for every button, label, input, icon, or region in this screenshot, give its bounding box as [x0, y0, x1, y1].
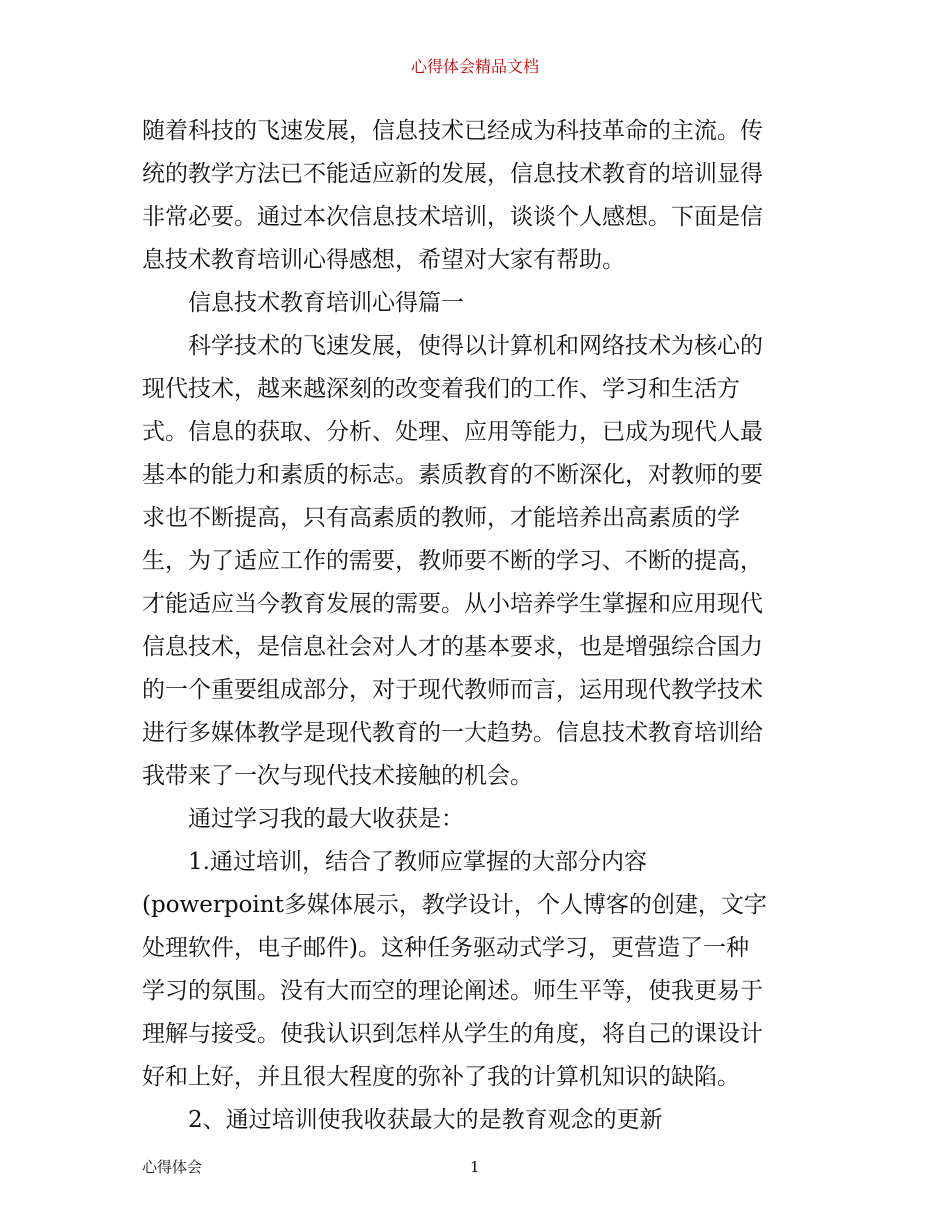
- body-line: 学习的氛围。没有大而空的理论阐述。师生平等，使我更易于: [142, 978, 763, 1004]
- body-line: 现代技术，越来越深刻的改变着我们的工作、学习和生活方: [142, 376, 740, 402]
- body-line: 非常必要。通过本次信息技术培训，谈谈个人感想。下面是信: [142, 204, 763, 230]
- body-line: 求也不断提高，只有高素质的教师，才能培养出高素质的学: [142, 505, 740, 531]
- body-line: 理解与接受。使我认识到怎样从学生的角度，将自己的课设计: [142, 1021, 763, 1047]
- body-line: 处理软件，电子邮件)。这种任务驱动式学习，更营造了一种: [142, 935, 749, 961]
- body-line: 式。信息的获取、分析、处理、应用等能力，已成为现代人最: [142, 419, 763, 445]
- body-line: 统的教学方法已不能适应新的发展，信息技术教育的培训显得: [142, 161, 763, 187]
- body-line: 随着科技的飞速发展，信息技术已经成为科技革命的主流。传: [142, 118, 763, 144]
- body-line: 的一个重要组成部分，对于现代教师而言，运用现代教学技术: [142, 677, 763, 703]
- page-number: 1: [470, 1158, 480, 1176]
- body-line: 科学技术的飞速发展，使得以计算机和网络技术为核心的: [188, 333, 763, 359]
- body-line: 2、通过培训使我收获最大的是教育观念的更新: [188, 1107, 663, 1133]
- body-line: 1.通过培训，结合了教师应掌握的大部分内容: [188, 849, 647, 875]
- body-line: 基本的能力和素质的标志。素质教育的不断深化，对教师的要: [142, 462, 763, 488]
- body-line: 才能适应当今教育发展的需要。从小培养学生掌握和应用现代: [142, 591, 763, 617]
- body-line: (powerpoint多媒体展示，教学设计，个人博客的创建，文字: [142, 892, 767, 918]
- body-line: 息技术教育培训心得感想，希望对大家有帮助。: [142, 247, 625, 273]
- body-line: 进行多媒体教学是现代教育的一大趋势。信息技术教育培训给: [142, 720, 763, 746]
- body-line: 信息技术，是信息社会对人才的基本要求，也是增强综合国力: [142, 634, 763, 660]
- document-header-title: 心得体会精品文档: [410, 57, 539, 76]
- footer-label: 心得体会: [142, 1158, 203, 1176]
- section-heading: 信息技术教育培训心得篇一: [188, 290, 464, 316]
- body-line: 好和上好，并且很大程度的弥补了我的计算机知识的缺陷。: [142, 1064, 740, 1090]
- body-line: 通过学习我的最大收获是：: [188, 806, 464, 832]
- document-body: [142, 110, 812, 1142]
- body-line: 生，为了适应工作的需要，教师要不断的学习、不断的提高，: [142, 548, 763, 574]
- body-line: 我带来了一次与现代技术接触的机会。: [142, 763, 533, 789]
